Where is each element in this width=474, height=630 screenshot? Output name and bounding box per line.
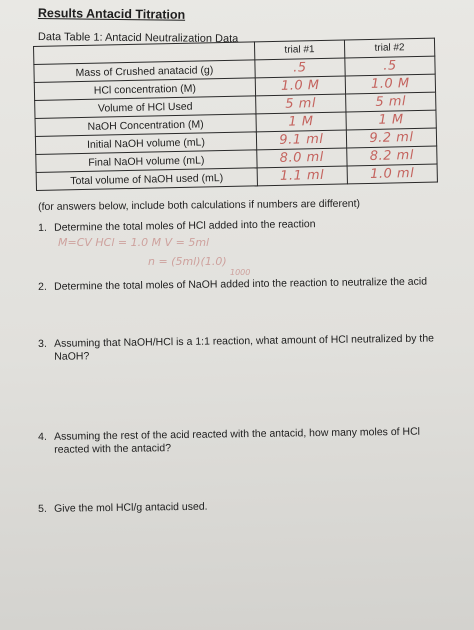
trial-2-value: 1.0 M: [345, 74, 435, 94]
row-label: NaOH Concentration (M): [35, 114, 256, 137]
row-label: Final NaOH volume (mL): [36, 150, 257, 173]
question-number: 2.: [38, 280, 47, 293]
question-text: Assuming that NaOH/HCl is a 1:1 reaction, what amount of HCl neutralized by the NaOH?: [53, 332, 435, 363]
question-4: [38, 425, 458, 457]
trial-1-value: 1.1 ml: [257, 166, 347, 186]
trial-2-value: 1.0 ml: [347, 164, 437, 184]
trial-1-value: 1.0 M: [255, 76, 345, 96]
data-table: [33, 38, 438, 191]
handwritten-answer-line-2: n = (5ml)(1.0): [148, 255, 227, 268]
question-2: [38, 275, 458, 294]
trial-2-value: 1 M: [346, 110, 436, 130]
question-text: Determine the total moles of HCl added into the reaction: [53, 218, 316, 234]
question-number: 3.: [38, 337, 47, 350]
trial-1-value: 1 M: [256, 112, 346, 132]
handwritten-answer-line-3: 1000: [230, 268, 251, 277]
question-number: 5.: [38, 502, 47, 515]
question-5: [38, 497, 458, 516]
trial-1-value: .5: [255, 58, 345, 78]
trial-2-value: 5 ml: [345, 92, 435, 112]
trial-1-value: 9.1 ml: [256, 130, 346, 150]
question-text: Give the mol HCl/g antacid used.: [53, 500, 208, 515]
question-text: Determine the total moles of NaOH added into the reaction to neutralize the acid: [53, 275, 428, 293]
handwritten-answer-line-1: M=CV HCl = 1.0 M V = 5ml: [58, 236, 210, 249]
trial-1-value: 8.0 ml: [257, 148, 347, 168]
question-3: [38, 332, 458, 364]
trial-1-value: 5 ml: [255, 94, 345, 114]
trial-2-value: .5: [345, 56, 435, 76]
trial-2-value: 8.2 ml: [347, 146, 437, 166]
question-1: [38, 216, 458, 235]
question-number: 4.: [38, 430, 47, 443]
row-label: Mass of Crushed anatacid (g): [34, 60, 255, 83]
row-label: Total volume of NaOH used (mL): [36, 168, 257, 191]
row-label: HCl concentration (M): [34, 78, 255, 101]
page-title: Results Antacid Titration: [37, 6, 186, 22]
header-trial-2: trial #2: [344, 38, 434, 58]
table-caption: Data Table 1: Antacid Neutralization Data: [37, 31, 239, 46]
trial-2-value: 9.2 ml: [346, 128, 436, 148]
question-number: 1.: [38, 221, 47, 234]
question-text: Assuming the rest of the acid reacted with the antacid, how many moles of HCl reacted with the antacid?: [53, 425, 421, 456]
row-label: Volume of HCl Used: [35, 96, 256, 119]
row-label: Initial NaOH volume (mL): [35, 132, 256, 155]
instructions-note: (for answers below, include both calculations if numbers are different): [38, 197, 361, 213]
header-trial-1: trial #1: [254, 40, 344, 60]
